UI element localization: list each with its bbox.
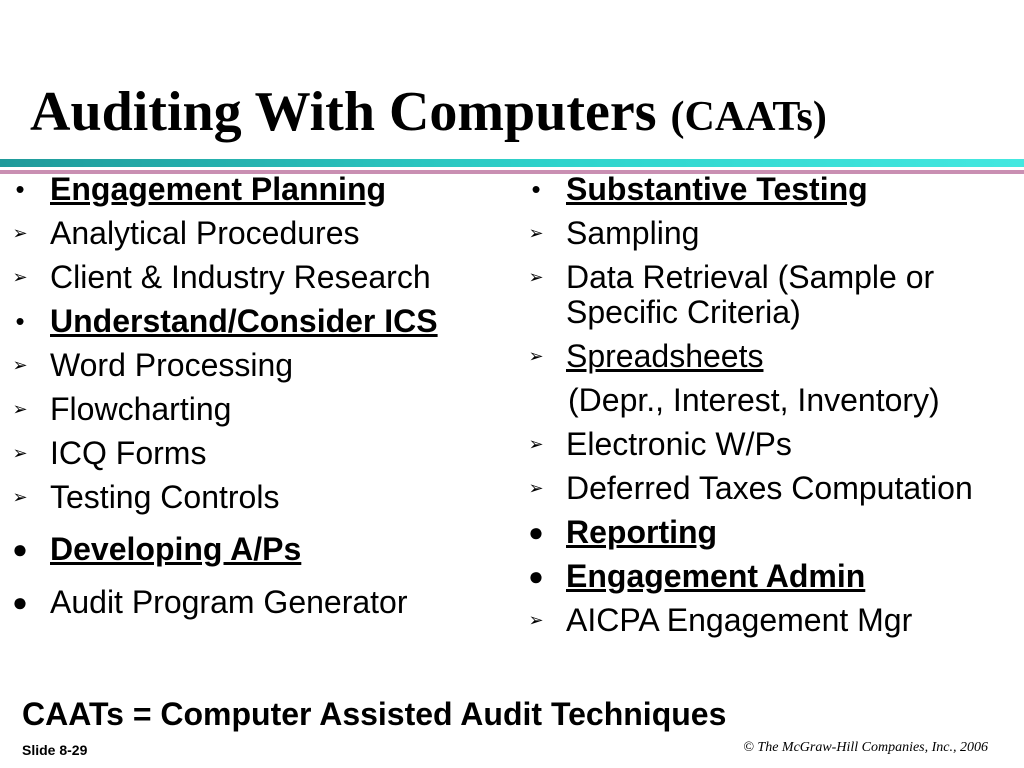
- list-item-client-industry-research: [8, 260, 508, 295]
- list-item-spreadsheets-detail: [524, 383, 1018, 418]
- bullet-dot-icon: ●: [528, 517, 544, 547]
- bullet-dot-icon: •: [531, 174, 541, 204]
- list-item-flowcharting: [8, 392, 508, 427]
- list-item-analytical-procedures: [8, 216, 508, 251]
- bullet-dot-icon: •: [15, 306, 25, 336]
- list-item-text: ICQ Forms: [50, 435, 207, 471]
- list-item-engagement-planning: [8, 172, 508, 207]
- list-item-icq-forms: [8, 436, 508, 471]
- slide-title-main: Auditing With Computers: [30, 81, 657, 143]
- list-item-text: Engagement Admin: [566, 558, 866, 594]
- bullet-dot-icon: •: [15, 174, 25, 204]
- list-item-developing-aps: [8, 532, 508, 567]
- copyright-notice: © The McGraw-Hill Companies, Inc., 2006: [743, 740, 988, 755]
- right-bullet-list: [524, 172, 1018, 638]
- bullet-dot-icon: ●: [12, 587, 28, 617]
- list-item-data-retrieval: [524, 260, 1018, 330]
- list-item-text: Developing A/Ps: [50, 531, 302, 567]
- list-item-text: Deferred Taxes Computation: [566, 470, 973, 506]
- arrow-bullet-icon: ➢: [528, 223, 544, 243]
- list-item-text: Understand/Consider ICS: [50, 303, 438, 339]
- arrow-bullet-icon: ➢: [12, 443, 28, 463]
- slide-number: Slide 8-29: [22, 742, 88, 758]
- arrow-bullet-icon: ➢: [528, 267, 544, 287]
- title-divider-teal: [0, 159, 1024, 167]
- bullet-dot-icon: ●: [12, 534, 28, 564]
- list-item-text: (Depr., Interest, Inventory): [568, 382, 940, 418]
- list-item-sampling: [524, 216, 1018, 251]
- list-item-testing-controls: [8, 480, 508, 515]
- arrow-bullet-icon: ➢: [12, 355, 28, 375]
- list-item-text: AICPA Engagement Mgr: [566, 602, 913, 638]
- list-item-audit-program-generator: [8, 585, 508, 620]
- arrow-bullet-icon: ➢: [12, 487, 28, 507]
- list-item-text: Sampling: [566, 215, 700, 251]
- list-item-engagement-admin: [524, 559, 1018, 594]
- slide-title-abbrev: (CAATs): [670, 94, 827, 140]
- list-item-text: Flowcharting: [50, 391, 232, 427]
- list-item-text: Audit Program Generator: [50, 584, 408, 620]
- list-item-text: Substantive Testing: [566, 171, 868, 207]
- list-item-reporting: [524, 515, 1018, 550]
- arrow-bullet-icon: ➢: [528, 434, 544, 454]
- arrow-bullet-icon: ➢: [528, 610, 544, 630]
- arrow-bullet-icon: ➢: [528, 478, 544, 498]
- arrow-bullet-icon: ➢: [528, 346, 544, 366]
- list-item-text: Reporting: [566, 514, 718, 550]
- arrow-bullet-icon: ➢: [12, 223, 28, 243]
- list-item-text: Electronic W/Ps: [566, 426, 792, 462]
- list-item-deferred-taxes: [524, 471, 1018, 506]
- left-bullet-list: [8, 172, 508, 620]
- list-item-understand-consider-ics: [8, 304, 508, 339]
- caats-definition: CAATs = Computer Assisted Audit Techniques: [22, 696, 727, 732]
- list-item-aicpa-engagement-mgr: [524, 603, 1018, 638]
- list-item-text: Engagement Planning: [50, 171, 387, 207]
- slide-title: [30, 81, 827, 143]
- arrow-bullet-icon: ➢: [12, 399, 28, 419]
- list-item-text: Client & Industry Research: [50, 259, 431, 295]
- list-item-spreadsheets: [524, 339, 1018, 374]
- arrow-bullet-icon: ➢: [12, 267, 28, 287]
- list-item-text: Testing Controls: [50, 479, 280, 515]
- list-item-text: Analytical Procedures: [50, 215, 360, 251]
- list-item-text: Data Retrieval (Sample or Specific Criteria): [566, 259, 935, 330]
- list-item-text: Spreadsheets: [566, 338, 764, 374]
- list-item-electronic-wps: [524, 427, 1018, 462]
- bullet-dot-icon: ●: [528, 561, 544, 591]
- list-item-word-processing: [8, 348, 508, 383]
- list-item-substantive-testing: [524, 172, 1018, 207]
- list-item-text: Word Processing: [50, 347, 294, 383]
